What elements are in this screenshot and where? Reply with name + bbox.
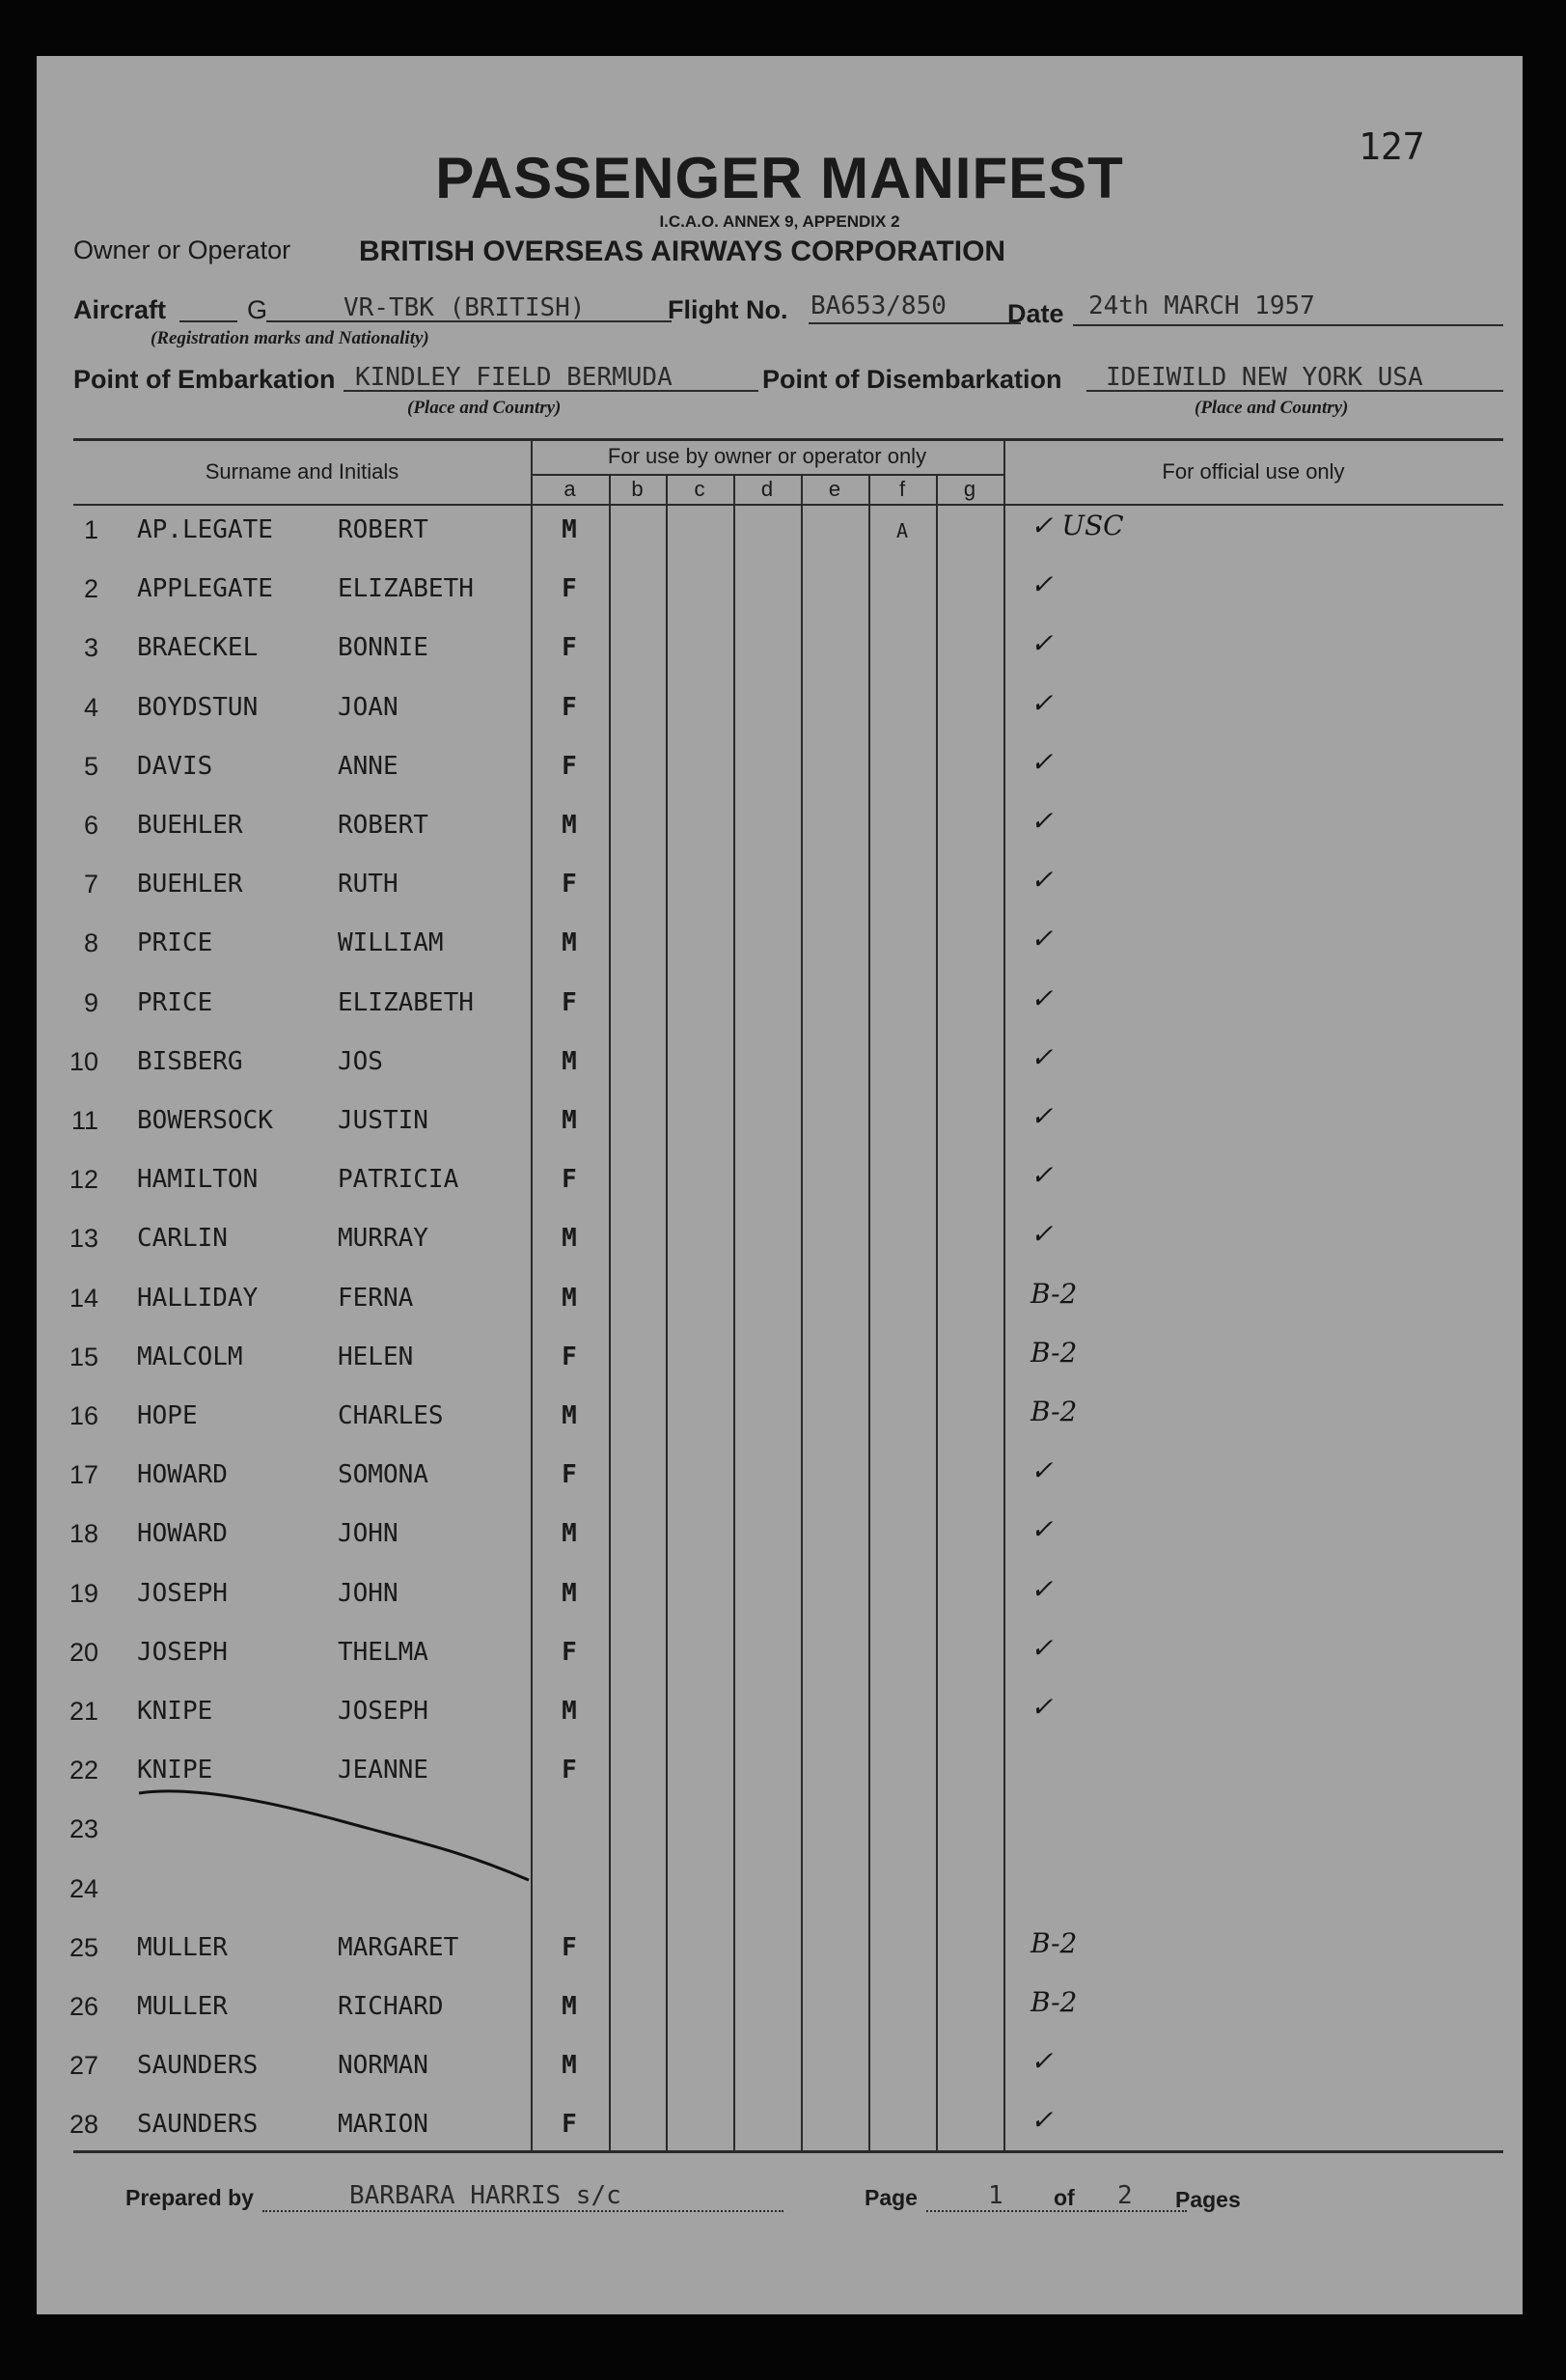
passenger-surname: BOYDSTUN — [137, 692, 259, 722]
passenger-given-name: ANNE — [338, 751, 398, 781]
passenger-sex: M — [562, 515, 577, 544]
col-header-a: a — [563, 477, 576, 501]
row-number: 8 — [83, 928, 98, 958]
passenger-sex: M — [562, 2051, 577, 2081]
passenger-given-name: SOMONA — [338, 1460, 428, 1490]
passenger-given-name: WILLIAM — [338, 928, 444, 958]
official-mark: ✓ — [1030, 568, 1054, 601]
row-number: 19 — [69, 1578, 98, 1608]
passenger-surname: DAVIS — [137, 751, 213, 781]
row-number: 6 — [83, 811, 98, 840]
passenger-surname: CARLIN — [137, 1224, 228, 1254]
passenger-surname: BUEHLER — [137, 811, 243, 840]
embark-label: Point of Embarkation — [73, 365, 336, 394]
passenger-surname: HAMILTON — [137, 1165, 259, 1195]
table-bottom-rule — [73, 2150, 1503, 2153]
passenger-given-name: MARGARET — [338, 1932, 459, 1962]
passenger-sex: F — [562, 633, 577, 663]
row-number: 18 — [69, 1519, 98, 1549]
col-f-mark: A — [895, 519, 909, 542]
passenger-sex: M — [562, 1106, 577, 1135]
embark-note: (Place and Country) — [407, 398, 562, 418]
passenger-given-name: FERNA — [338, 1283, 414, 1313]
passenger-given-name: RUTH — [338, 870, 398, 899]
passenger-sex: M — [562, 1283, 577, 1313]
row-number: 23 — [69, 1814, 98, 1844]
official-mark: ✓ — [1030, 2104, 1054, 2137]
aircraft-prefix: G — [247, 295, 268, 324]
official-mark: ✓ — [1030, 1631, 1054, 1664]
of-value: 2 — [1117, 2181, 1133, 2210]
disembark-label: Point of Disembarkation — [762, 365, 1062, 394]
passenger-given-name: ROBERT — [338, 811, 428, 840]
date-value: 24th MARCH 1957 — [1088, 291, 1315, 320]
passenger-surname: HALLIDAY — [137, 1283, 259, 1313]
passenger-surname: SAUNDERS — [137, 2110, 259, 2140]
passenger-given-name: NORMAN — [338, 2051, 428, 2081]
aircraft-value: VR-TBK (BRITISH) — [343, 293, 586, 322]
official-mark: B-2 — [1030, 1277, 1078, 1310]
official-mark: ✓ — [1030, 805, 1054, 837]
passenger-surname: BRAECKEL — [137, 633, 259, 663]
official-mark: ✓ — [1030, 1100, 1054, 1132]
passenger-given-name: ELIZABETH — [338, 987, 474, 1017]
page-number: 127 — [1359, 125, 1425, 168]
of-line — [1090, 2210, 1187, 2212]
date-label: Date — [1007, 299, 1064, 328]
passenger-sex: F — [562, 1460, 577, 1490]
aircraft-note: (Registration marks and Nationality) — [151, 328, 429, 348]
prepared-by-line — [262, 2210, 783, 2212]
owner-value: BRITISH OVERSEAS AIRWAYS CORPORATION — [359, 235, 1006, 267]
passenger-sex: F — [562, 692, 577, 722]
official-mark: ✓ — [1030, 1454, 1054, 1487]
prepared-by-value: BARBARA HARRIS s/c — [349, 2181, 621, 2210]
col-header-b: b — [631, 477, 644, 501]
col-header-c: c — [694, 477, 705, 501]
passenger-given-name: CHARLES — [338, 1401, 444, 1430]
row-number: 25 — [69, 1932, 98, 1962]
row-number: 21 — [69, 1697, 98, 1726]
passenger-sex: M — [562, 1046, 577, 1076]
passenger-sex: M — [562, 1401, 577, 1430]
passenger-given-name: JUSTIN — [338, 1106, 428, 1135]
passenger-given-name: THELMA — [338, 1637, 428, 1667]
table-header-rule — [73, 504, 1503, 506]
col-rule-official — [1003, 438, 1005, 2150]
passenger-surname: AP.LEGATE — [137, 515, 273, 544]
col-header-e: e — [828, 477, 841, 501]
row-number: 5 — [83, 751, 98, 781]
passenger-sex: M — [562, 1578, 577, 1608]
row-number: 17 — [69, 1460, 98, 1490]
operator-header-rule — [531, 474, 1003, 476]
passenger-sex: M — [562, 811, 577, 840]
passenger-surname: BISBERG — [137, 1046, 243, 1076]
row-number: 7 — [83, 870, 98, 899]
pages-label: Pages — [1175, 2187, 1241, 2212]
row-number: 14 — [69, 1283, 98, 1313]
col-rule-d — [733, 474, 735, 2150]
passenger-sex: M — [562, 1519, 577, 1549]
official-mark: ✓ — [1030, 1040, 1054, 1073]
row-number: 2 — [83, 574, 98, 604]
manifest-sheet — [37, 56, 1523, 2314]
col-rule-f — [868, 474, 870, 2150]
passenger-sex: F — [562, 987, 577, 1017]
passenger-sex: F — [562, 1756, 577, 1785]
passenger-sex: M — [562, 1992, 577, 2021]
passenger-given-name: MURRAY — [338, 1224, 428, 1254]
official-mark: ✓ — [1030, 1513, 1054, 1546]
col-rule-c — [666, 474, 668, 2150]
passenger-given-name: JOS — [338, 1046, 383, 1076]
flight-label: Flight No. — [668, 295, 788, 324]
official-mark: ✓ — [1030, 864, 1054, 897]
passenger-surname: PRICE — [137, 928, 213, 958]
passenger-sex: M — [562, 1697, 577, 1726]
page-label: Page — [865, 2185, 918, 2210]
passenger-surname: APPLEGATE — [137, 574, 273, 604]
official-mark: ✓ — [1030, 745, 1054, 778]
passenger-given-name: HELEN — [338, 1342, 414, 1371]
row-number: 12 — [69, 1165, 98, 1195]
official-mark: ✓ — [1030, 1159, 1054, 1192]
passenger-given-name: BONNIE — [338, 633, 428, 663]
disembark-value: IDEIWILD NEW YORK USA — [1106, 363, 1423, 392]
col-rule-g — [936, 474, 938, 2150]
date-line — [1073, 324, 1503, 326]
row-number: 27 — [69, 2051, 98, 2081]
official-mark: ✓ — [1030, 982, 1054, 1014]
official-mark: ✓ — [1030, 1572, 1054, 1605]
passenger-surname: BUEHLER — [137, 870, 243, 899]
passenger-given-name: MARION — [338, 2110, 428, 2140]
row-number: 24 — [69, 1873, 98, 1903]
disembark-note: (Place and Country) — [1195, 398, 1349, 418]
official-mark: ✓ — [1030, 627, 1054, 660]
passenger-sex: M — [562, 928, 577, 958]
passenger-sex: F — [562, 1637, 577, 1667]
row-number: 20 — [69, 1637, 98, 1667]
row-number: 9 — [83, 987, 98, 1017]
official-header: For official use only — [1162, 459, 1345, 484]
official-mark: B-2 — [1030, 1926, 1078, 1959]
col-header-d: d — [760, 477, 774, 501]
passenger-sex: M — [562, 1224, 577, 1254]
official-mark: ✓ — [1030, 686, 1054, 719]
passenger-sex: F — [562, 870, 577, 899]
row-number: 22 — [69, 1756, 98, 1785]
row-number: 11 — [70, 1106, 98, 1135]
row-number: 13 — [69, 1224, 98, 1254]
row-number: 10 — [69, 1046, 98, 1076]
passenger-sex: F — [562, 1165, 577, 1195]
passenger-surname: HOWARD — [137, 1519, 228, 1549]
col-rule-e — [801, 474, 803, 2150]
passenger-surname: SAUNDERS — [137, 2051, 259, 2081]
of-label: of — [1054, 2185, 1075, 2210]
embark-value: KINDLEY FIELD BERMUDA — [355, 363, 673, 392]
passenger-given-name: ELIZABETH — [338, 574, 474, 604]
official-mark: ✓ USC — [1030, 510, 1124, 541]
row-number: 28 — [69, 2110, 98, 2140]
page-value: 1 — [988, 2181, 1003, 2210]
passenger-sex: F — [562, 1342, 577, 1371]
owner-label: Owner or Operator — [73, 235, 291, 264]
passenger-surname: KNIPE — [137, 1756, 213, 1785]
passenger-surname: BOWERSOCK — [137, 1106, 273, 1135]
passenger-surname: PRICE — [137, 987, 213, 1017]
page-subtitle: I.C.A.O. ANNEX 9, APPENDIX 2 — [659, 212, 900, 231]
passenger-surname: KNIPE — [137, 1697, 213, 1726]
aircraft-blank-line — [179, 320, 237, 322]
passenger-given-name: PATRICIA — [338, 1165, 459, 1195]
flight-line — [809, 322, 1021, 324]
row-number: 1 — [83, 515, 98, 544]
passenger-surname: MULLER — [137, 1992, 228, 2021]
aircraft-label: Aircraft — [73, 295, 167, 324]
passenger-given-name: JOHN — [338, 1578, 398, 1608]
strike-through-mark — [133, 1784, 538, 1899]
surname-header: Surname and Initials — [205, 459, 399, 484]
official-mark: B-2 — [1030, 1336, 1078, 1369]
passenger-given-name: RICHARD — [338, 1992, 444, 2021]
flight-value: BA653/850 — [810, 291, 947, 320]
table-top-rule — [73, 438, 1503, 441]
official-mark: ✓ — [1030, 1691, 1054, 1723]
row-number: 3 — [83, 633, 98, 663]
official-mark: ✓ — [1030, 923, 1054, 955]
passenger-surname: HOWARD — [137, 1460, 228, 1490]
passenger-sex: F — [562, 1932, 577, 1962]
passenger-sex: F — [562, 2110, 577, 2140]
passenger-surname: JOSEPH — [137, 1637, 228, 1667]
passenger-sex: F — [562, 574, 577, 604]
passenger-given-name: JOAN — [338, 692, 398, 722]
passenger-given-name: JEANNE — [338, 1756, 428, 1785]
passenger-sex: F — [562, 751, 577, 781]
passenger-surname: JOSEPH — [137, 1578, 228, 1608]
passenger-surname: HOPE — [137, 1401, 198, 1430]
official-mark: ✓ — [1030, 2045, 1054, 2078]
row-number: 26 — [69, 1992, 98, 2021]
row-number: 15 — [69, 1342, 98, 1371]
col-header-f: f — [898, 477, 906, 501]
col-rule-b — [609, 474, 611, 2150]
operator-header: For use by owner or operator only — [607, 444, 927, 468]
page-title: PASSENGER MANIFEST — [435, 146, 1124, 210]
col-header-g: g — [963, 477, 976, 501]
passenger-given-name: ROBERT — [338, 515, 428, 544]
row-number: 16 — [69, 1401, 98, 1430]
official-mark: B-2 — [1030, 1396, 1078, 1427]
official-mark: B-2 — [1030, 1986, 1078, 2018]
prepared-by-label: Prepared by — [125, 2185, 254, 2210]
passenger-given-name: JOSEPH — [338, 1697, 428, 1726]
passenger-surname: MALCOLM — [137, 1342, 243, 1371]
passenger-surname: MULLER — [137, 1932, 228, 1962]
row-number: 4 — [83, 692, 98, 722]
official-mark: ✓ — [1030, 1218, 1054, 1251]
passenger-given-name: JOHN — [338, 1519, 398, 1549]
